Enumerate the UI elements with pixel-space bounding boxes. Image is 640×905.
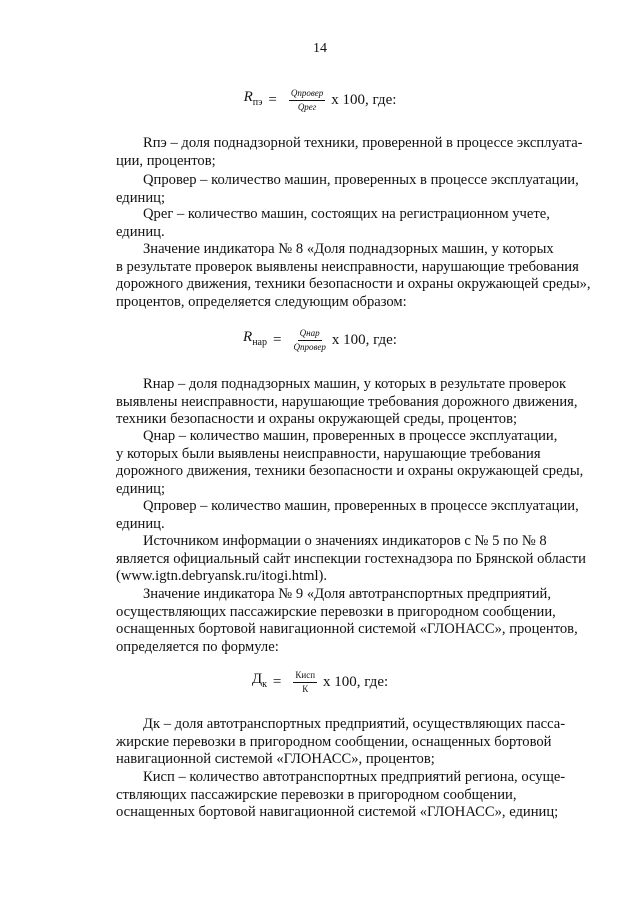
formula-fraction (289, 88, 325, 113)
page-number: 14 (313, 41, 327, 56)
formula-fraction (293, 328, 325, 353)
formula-rhs: x 100, где: (331, 91, 397, 108)
formula-dk (0, 670, 640, 695)
formula-numerator: Qнар (298, 328, 322, 341)
formula-denominator: Qрег (297, 102, 317, 112)
formula-lhs: $Д_к$ (251, 671, 267, 691)
paragraph-indicator-9: Значение индикатора № 9 «Доля автотранспортных предприятий, осуществляющих пассажирские перевозки в пригородном сообщении, оснащенных бортовой навигационной системой «ГЛОНАСС», процентов, определяется по формуле: (116, 586, 578, 655)
formula-denominator: К (302, 684, 309, 694)
formula-lhs: $R_{пэ}$ (243, 89, 263, 109)
paragraph-rnar-definition: Rнар – доля поднадзорных машин, у которых в результате проверок выявлены неисправности, нарушающие требования дорожного движения, техники безопасности и охраны окружающей среды, процентов; (116, 376, 578, 428)
formula-equals: = (268, 91, 277, 108)
formula-equals: = (272, 331, 282, 348)
paragraph-qprover-definition: Qпровер – количество машин, проверенных в процессе эксплуатации, единиц; (116, 172, 579, 206)
formula-numerator: Qпровер (289, 88, 325, 101)
formula-denominator: Qпровер (293, 342, 326, 352)
formula-numerator: Кисп (293, 670, 317, 683)
formula-rnar (0, 328, 640, 353)
formula-equals: = (272, 673, 282, 690)
paragraph-qprover-definition-2: Qпровер – количество машин, проверенных в процессе эксплуатации, единиц. (116, 498, 579, 532)
paragraph-qnar-definition: Qнар – количество машин, проверенных в процессе эксплуатации, у которых были выявлены неисправности, нарушающие требования дорожного движения, техники безопасности и охраны окружающей среды, единиц; (116, 428, 584, 497)
formula-lhs: $R_{нар}$ (243, 329, 267, 349)
formula-rpe (0, 88, 640, 113)
formula-rhs: x 100, где: (323, 673, 389, 690)
formula-fraction (293, 670, 317, 695)
paragraph-kisp-definition: Кисп – количество автотранспортных предприятий региона, осуще- ствляющих пассажирские перевозки в пригородном сообщении, оснащенных бортовой навигационной системой «ГЛОНАСС», единиц; (116, 769, 566, 821)
paragraph-qreg-definition: Qрег – количество машин, состоящих на регистрационном учете, единиц. (116, 206, 550, 240)
paragraph-dk-definition: Дк – доля автотранспортных предприятий, осуществляющих пасса- жирские перевозки в пригородном сообщении, оснащенных бортовой навигационной системой «ГЛОНАСС», процентов; (116, 716, 566, 768)
paragraph-information-source: Источником информации о значениях индикаторов с № 5 по № 8 является официальный сайт инспекции гостехнадзора по Брянской области (www.igtn.debryansk.ru/itogi.html). (116, 533, 586, 585)
paragraph-indicator-8: Значение индикатора № 8 «Доля поднадзорных машин, у которых в результате проверок выявлены неисправности, нарушающие требования дорожного движения, техники безопасности и охраны окружающей среды», процентов, определяется следующим образом: (116, 241, 591, 310)
paragraph-rpe-definition: Rпэ – доля поднадзорной техники, проверенной в процессе эксплуата- ции, процентов; (116, 135, 583, 169)
formula-rhs: x 100, где: (331, 331, 397, 348)
